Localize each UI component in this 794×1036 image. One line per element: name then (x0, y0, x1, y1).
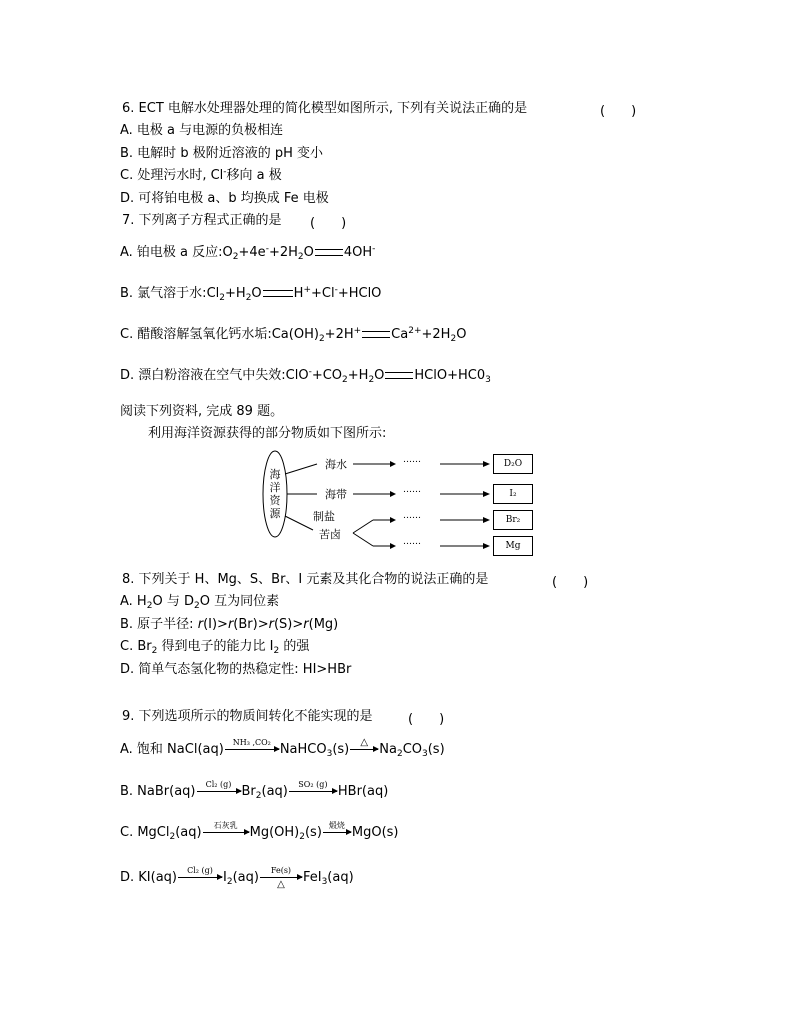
q9-option-c: C. MgCl$_2$(aq) 石灰乳 $Mg(OH)_2(s)$ 煅烧 MgO(s) (120, 821, 399, 842)
q9-option-b: B. NaBr(aq) Cl₂ (g) $Br_2(aq)$ SO₂ (g) HBr(aq) (120, 780, 389, 801)
q7-option-a: A. 铂电极 a 反应$:O_2+4e^-+2H_2O$ 4OH- (120, 244, 376, 262)
diagram-seawater: 海水 (325, 458, 347, 471)
q6-option-a: A. 电极 a 与电源的负极相连 (120, 123, 284, 138)
diagram-dots-1: …… (403, 455, 421, 465)
q8-answer-paren[interactable]: ( ) (552, 575, 589, 590)
diagram-salt: 制盐 (313, 510, 335, 523)
diagram-dots-3: …… (403, 511, 421, 521)
diagram-box-br2: Br₂ (493, 510, 533, 530)
q9-option-d: D. KI(aq) Cl₂ (g) $I_2(aq)$ Fe(s) △ FeI$_3$(aq) (120, 866, 354, 890)
reading-subtitle: 利用海洋资源获得的部分物质如下图所示: (148, 426, 387, 441)
q7-option-c: C. 醋酸溶解氢氧化钙水垢$:Ca(OH)_2+2H^+$ $Ca^{2+}+2H_2O$ (120, 326, 467, 344)
q6-option-b: B. 电解时 b 极附近溶液的 pH 变小 (120, 146, 323, 161)
q8-option-a: A. $H_2O$ 与 $D_2O$ 互为同位素 (120, 594, 280, 611)
diagram-source-label: 海 洋 资 源 (269, 468, 281, 520)
q6-stem: 6. ECT 电解水处理器处理的简化模型如图所示, 下列有关说法正确的是 (122, 101, 528, 116)
q6-answer-paren[interactable]: ( ) (600, 104, 637, 119)
ocean-resources-diagram (255, 446, 545, 561)
q8-option-c: C. $Br_2$ 得到电子的能力比 $I_2$ 的强 (120, 639, 310, 656)
diagram-dots-2: …… (403, 485, 421, 495)
diagram-box-mg: Mg (493, 536, 533, 556)
reading-intro: 阅读下列资料, 完成 89 题。 (120, 404, 284, 419)
diagram-dots-4: …… (403, 537, 421, 547)
q7-option-d: D. 漂白粉溶液在空气中失效$:ClO^-+CO_2+H_2O$ $HClO+HC0_3$ (120, 367, 491, 385)
q7-stem: 7. 下列离子方程式正确的是 (122, 213, 282, 228)
q8-stem: 8. 下列关于 H、Mg、S、Br、I 元素及其化合物的说法正确的是 (122, 572, 489, 587)
q9-option-a: A. 饱和 NaCl(aq) NH₃ ,CO₂ NaHCO$_3$(s) △ $Na_2CO_3(s)$ (120, 737, 445, 759)
q7-answer-paren[interactable]: ( ) (310, 216, 347, 231)
diagram-box-i2: I₂ (493, 484, 533, 504)
q9-stem: 9. 下列选项所示的物质间转化不能实现的是 (122, 709, 373, 724)
diagram-kelp: 海带 (325, 488, 347, 501)
q7-option-b: B. 氯气溶于水$:Cl_2+H_2O$ H++Cl-+HClO (120, 285, 382, 303)
q6-option-d: D. 可将铂电极 a、b 均换成 Fe 电极 (120, 191, 329, 206)
diagram-box-d2o: D₂O (493, 454, 533, 474)
q6-option-c: C. 处理污水时, Cl-移向 a 极 (120, 167, 282, 183)
q8-option-d: D. 简单气态氢化物的热稳定性: HI>HBr (120, 662, 352, 677)
q9-answer-paren[interactable]: ( ) (408, 712, 445, 727)
diagram-brine: 苦卤 (319, 528, 341, 541)
q8-option-b: B. 原子半径: r(I)>r(Br)>r(S)>r(Mg) (120, 617, 339, 632)
